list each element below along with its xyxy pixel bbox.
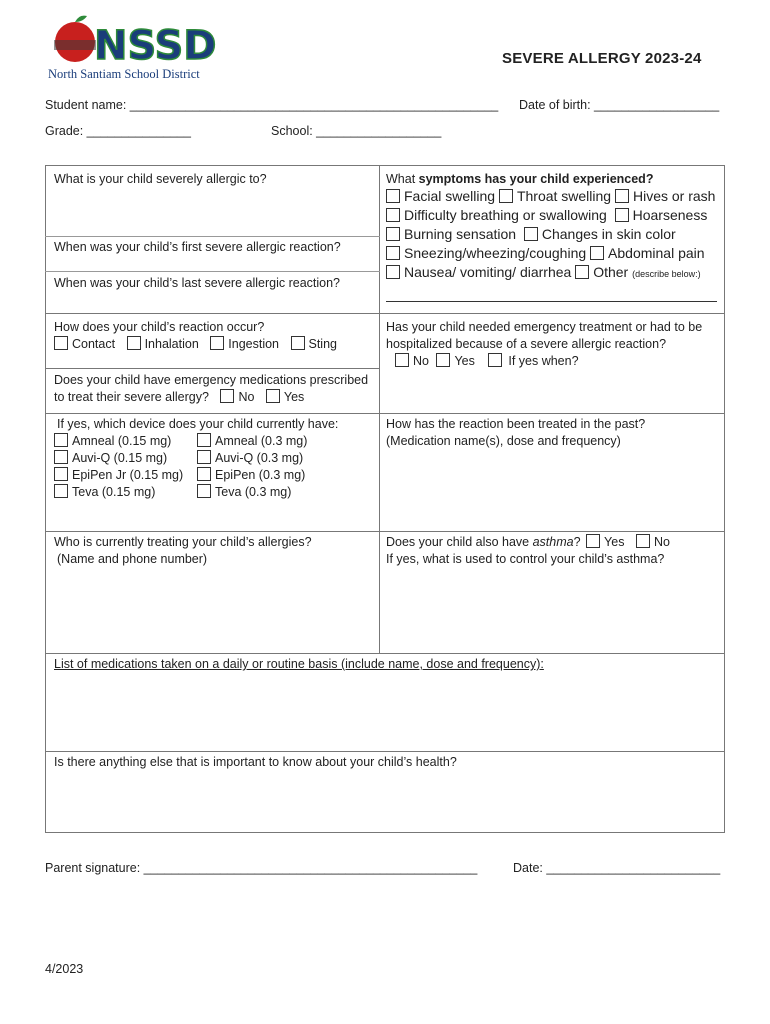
svg-text:NSSD: NSSD [94,23,217,69]
emergency-treatment-options: No Yes If yes when? [395,353,579,370]
symptom-checkbox[interactable] [524,227,538,241]
inhalation-checkbox[interactable] [127,336,141,350]
symptoms-question: What symptoms has your child experienced? [386,172,654,186]
symptom-checkbox[interactable] [386,265,400,279]
emergency-treatment-yes-checkbox[interactable] [436,353,450,367]
if-yes-when-checkbox[interactable] [488,353,502,367]
device-checkbox[interactable] [197,450,211,464]
device-checkbox[interactable] [54,484,68,498]
asthma-no-checkbox[interactable] [636,534,650,548]
grade-field[interactable]: Grade: _______________ [45,124,191,138]
describe-below-note: (describe below:) [632,269,701,279]
school-field[interactable]: School: __________________ [271,124,442,138]
devices-right-list: Amneal (0.3 mg) Auvi-Q (0.3 mg) EpiPen (0.3 mg) Teva (0.3 mg) [197,433,307,501]
allergic-to-question: What is your child severely allergic to? [54,172,267,186]
parent-signature-field[interactable]: Parent signature: ________________________________________________ [45,861,478,875]
emergency-meds-no-checkbox[interactable] [220,389,234,403]
symptoms-list: Facial swelling Throat swelling Hives or rash Difficulty breathing or swallowing Hoarseness Burning sensation Changes in skin color Sneezing/wheezing/coughing Abdominal pain Nausea/ vomiting/ diarrhea Other (describe below:) [386,187,715,284]
device-checkbox[interactable] [54,433,68,447]
symptom-checkbox[interactable] [386,227,400,241]
last-reaction-question: When was your child’s last severe allergic reaction? [54,276,341,290]
device-checkbox[interactable] [54,467,68,481]
treating-question-line2: (Name and phone number) [57,552,208,566]
symptom-checkbox[interactable] [386,246,400,260]
student-name-field[interactable]: Student name: _____________________________________________________ [45,98,499,112]
devices-left-list: Amneal (0.15 mg) Auvi-Q (0.15 mg) EpiPen Jr (0.15 mg) Teva (0.15 mg) [54,433,183,501]
emergency-treatment-no-checkbox[interactable] [395,353,409,367]
asthma-yes-checkbox[interactable] [586,534,600,548]
contact-checkbox[interactable] [54,336,68,350]
symptom-checkbox[interactable] [615,189,629,203]
district-name: North Santiam School District [48,67,200,81]
anything-else-question: Is there anything else that is important to know about your child’s health? [54,755,457,769]
emergency-meds-question-line2: to treat their severe allergy? No Yes [54,390,305,404]
treated-past-question-line1: How has the reaction been treated in the past? [386,417,646,431]
ingestion-checkbox[interactable] [210,336,224,350]
revision-date: 4/2023 [45,962,84,976]
symptom-checkbox[interactable] [386,189,400,203]
symptom-checkbox[interactable] [499,189,513,203]
symptom-checkbox[interactable] [615,208,629,222]
sting-checkbox[interactable] [291,336,305,350]
symptom-checkbox[interactable] [575,265,589,279]
asthma-question: Does your child also have asthma? Yes No [386,535,670,549]
emergency-meds-yes-checkbox[interactable] [266,389,280,403]
emergency-treatment-question-line1: Has your child needed emergency treatment or had to be [386,320,703,334]
device-checkbox[interactable] [54,450,68,464]
symptom-checkbox[interactable] [386,208,400,222]
first-reaction-question: When was your child’s first severe allergic reaction? [54,240,341,254]
other-symptom-line[interactable] [386,301,717,302]
form-title: SEVERE ALLERGY 2023-24 [502,50,702,67]
device-checkbox[interactable] [197,433,211,447]
device-question: If yes, which device does your child currently have: [57,417,339,431]
emergency-treatment-question-line2: hospitalized because of a severe allergic reaction? [386,337,667,351]
signature-date-field[interactable]: Date: _________________________ [513,861,721,875]
occur-options: Contact Inhalation Ingestion Sting [54,336,337,353]
symptom-checkbox[interactable] [590,246,604,260]
device-checkbox[interactable] [197,484,211,498]
emergency-meds-question-line1: Does your child have emergency medications prescribed [54,373,369,387]
reaction-occur-question: How does your child’s reaction occur? [54,320,265,334]
treating-question-line1: Who is currently treating your child’s allergies? [54,535,312,549]
date-of-birth-field[interactable]: Date of birth: __________________ [519,98,720,112]
device-checkbox[interactable] [197,467,211,481]
treated-past-question-line2: (Medication name(s), dose and frequency) [386,434,621,448]
daily-meds-question: List of medications taken on a daily or routine basis (include name, dose and frequency): [54,657,544,671]
asthma-control-question: If yes, what is used to control your child’s asthma? [386,552,665,566]
